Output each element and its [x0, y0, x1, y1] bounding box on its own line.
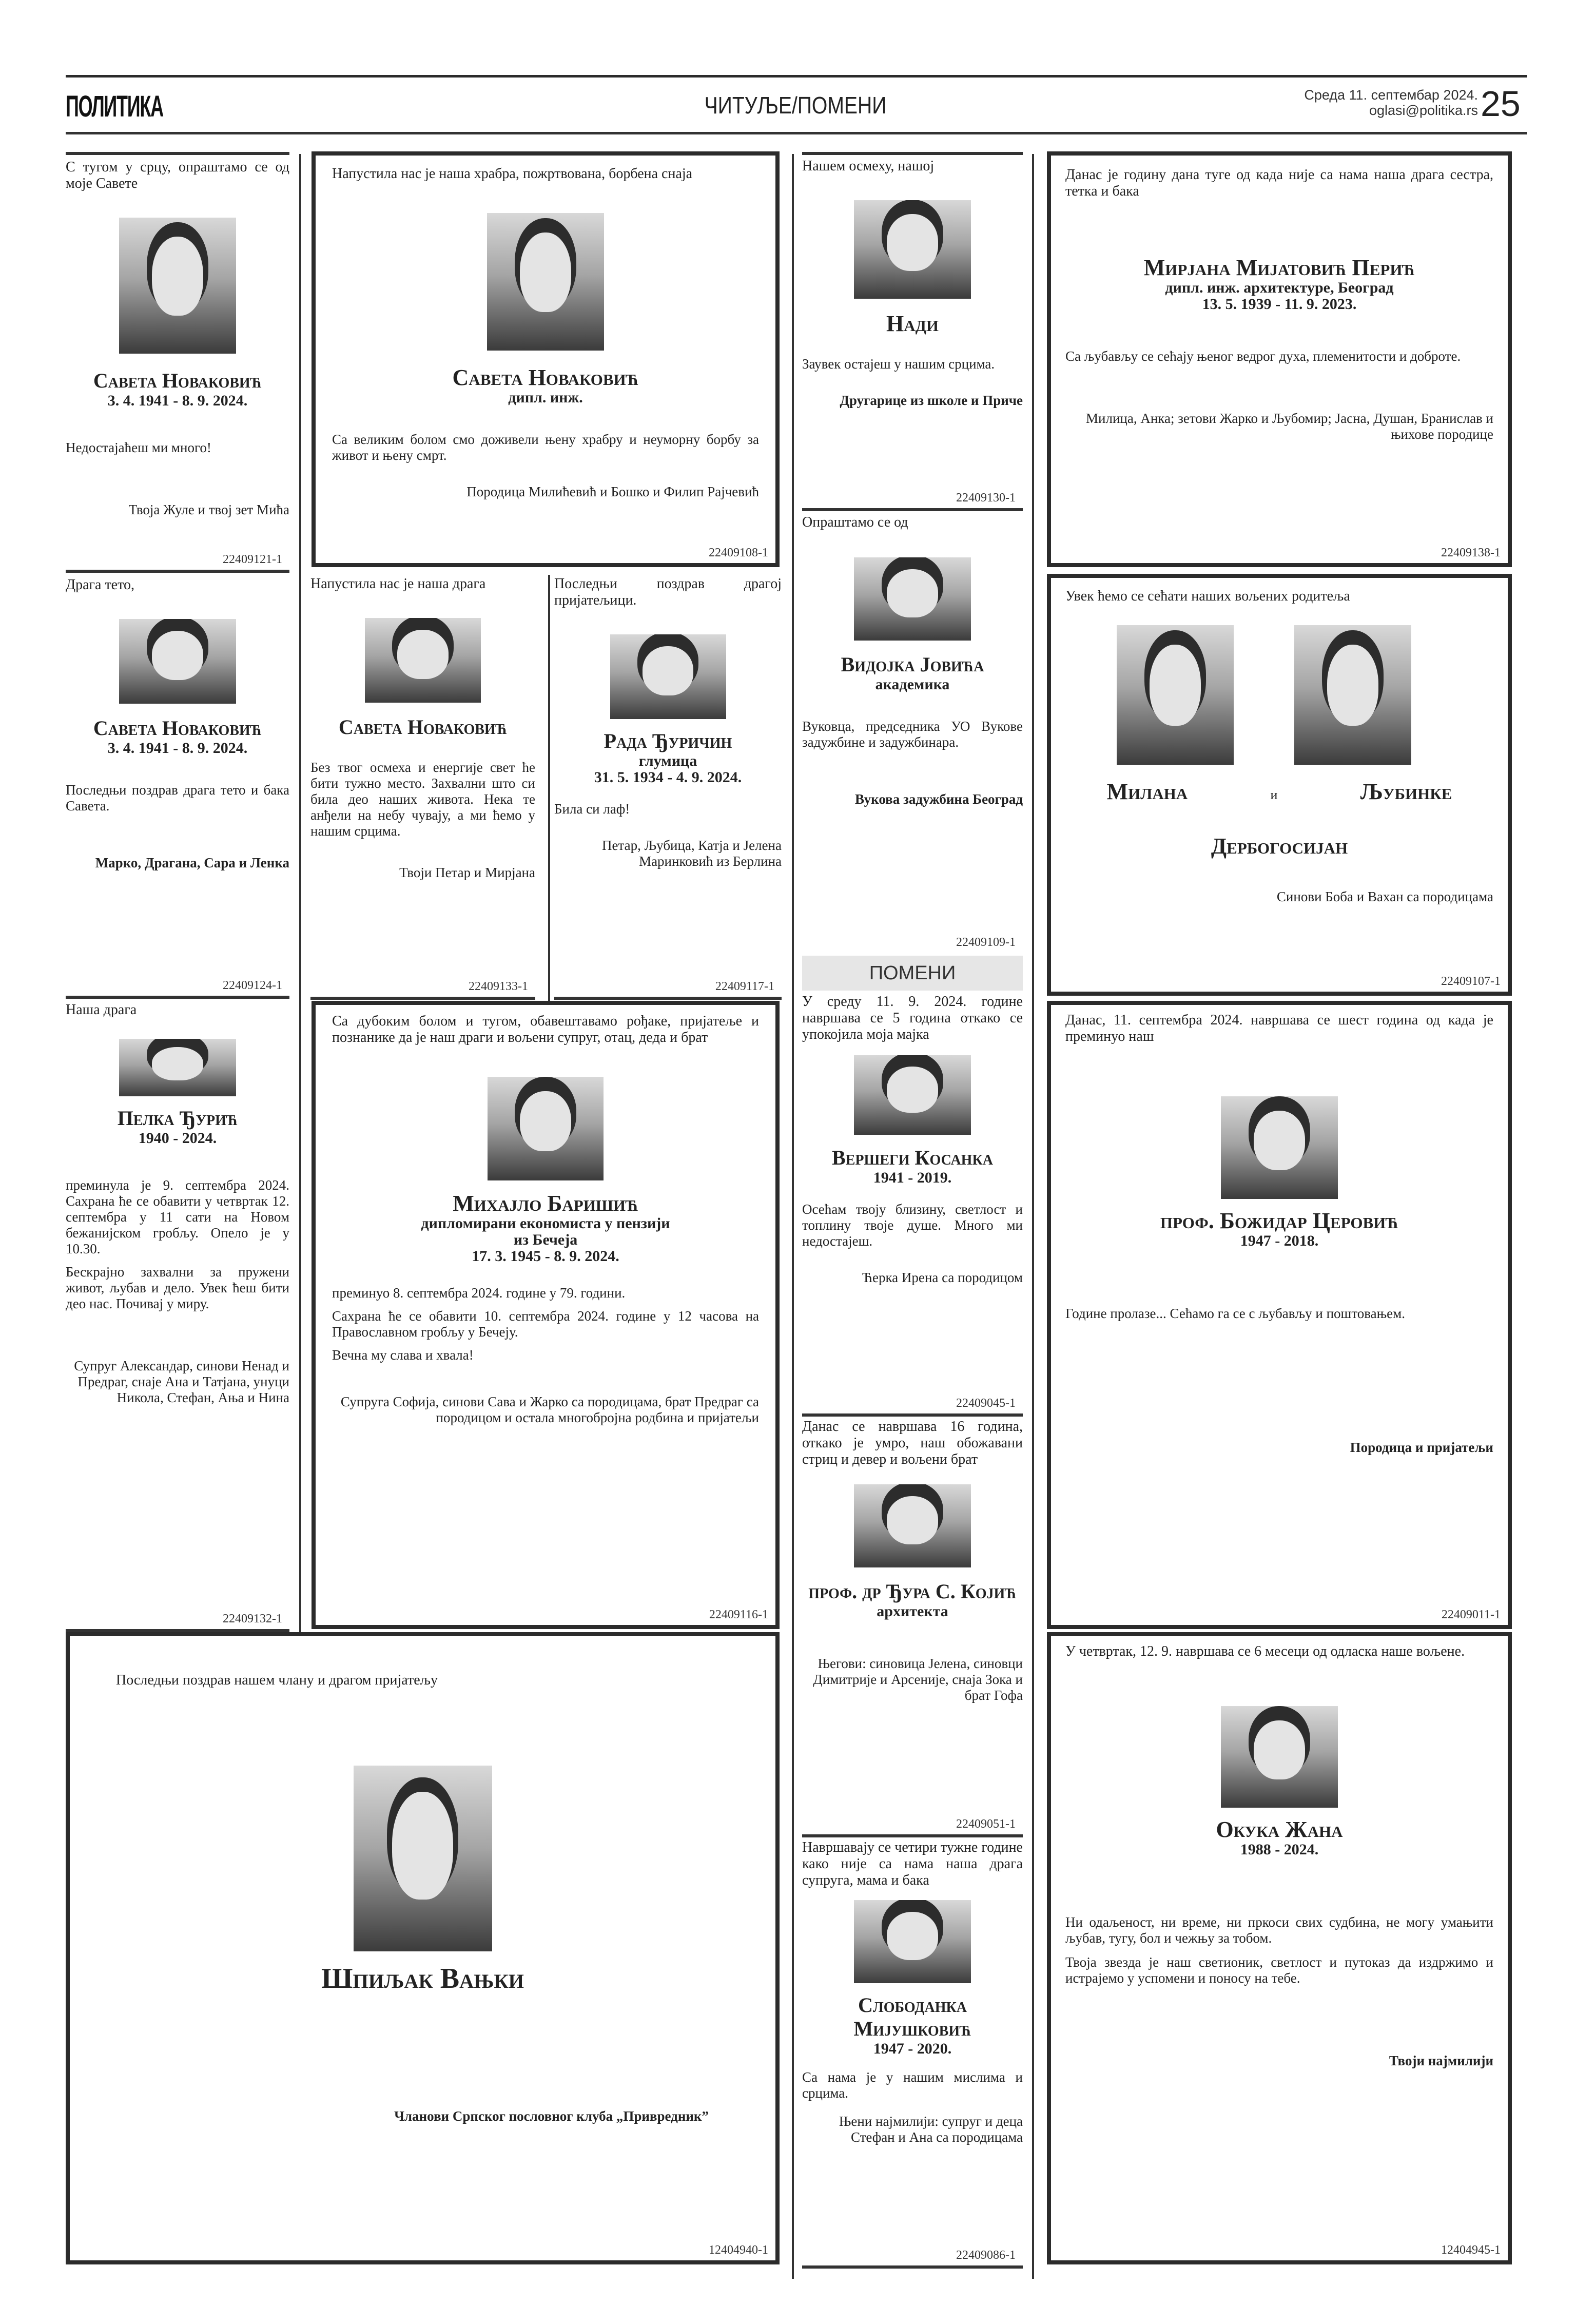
ad-body: преминуо 8. септембра 2024. године у 79. години. [332, 1285, 626, 1301]
header-top-rule [66, 75, 1527, 78]
family-name: Дербогосијан [1211, 834, 1348, 859]
ad-signature: Милица, Анка; зетови Жарко и Љубомир; Јасна, Душан, Бранислав и њихове породице [1086, 411, 1493, 442]
ad-intro: Данас је годину дана туге од када није са нама наша драга сестра, тетка и бака [1065, 167, 1493, 199]
ad-code: 22409086-1 [956, 2249, 1016, 2262]
ad-intro: Опраштамо се од [802, 514, 908, 530]
ad-intro: Данас се навршава 16 година, откако је умро, наш обожавани стриц и девер и вољени брат [802, 1419, 1023, 1467]
portrait-photo [488, 1077, 604, 1180]
ad-body: Године пролазе... Сећамо га се с љубављу и поштовањем. [1065, 1306, 1405, 1321]
obituary-ad [310, 573, 535, 1000]
section-title: ЧИТУЉЕ/ПОМЕНИ [704, 92, 887, 119]
deceased-name: Окука Жана [1216, 1817, 1343, 1842]
ad-body: Била си лаф! [554, 801, 630, 817]
deceased-name: Милана [1106, 779, 1188, 804]
ad-signature: Марко, Драгана, Сара и Ленка [95, 855, 289, 870]
portrait-photo [354, 1766, 492, 1951]
portrait-photo [854, 1484, 971, 1567]
deceased-name: Пелка Ђурић [117, 1107, 238, 1130]
life-dates: 1947 - 2020. [873, 2040, 952, 2057]
ad-signature: Чланови Српског пословног клуба „Привредник” [394, 2108, 709, 2124]
ad-body: Сахрана ће се обавити 10. септембра 2024. године у 12 часова на Православном гробљу у Бечеју. [332, 1308, 759, 1340]
ad-signature: Породица Милићевић и Бошко и Филип Рајчевић [466, 484, 759, 499]
ad-code: 22409116-1 [709, 1608, 768, 1621]
ad-intro: Последњи поздрав нашем члану и драгом пријатељу [116, 1672, 438, 1688]
obituary-ad [802, 152, 1023, 511]
obituary-ad [1047, 574, 1512, 996]
ad-code: 22409107-1 [1441, 975, 1501, 988]
ad-body: Недостајаћеш ми много! [66, 440, 211, 455]
deceased-name: Слободанка Мијушковић [853, 1993, 971, 2040]
ad-intro: Напустила нас је наша драга [310, 576, 486, 592]
title: дипл. инж. [508, 389, 583, 406]
life-dates: 1940 - 2024. [138, 1130, 217, 1147]
ad-body: Без твог осмеха и енергије свет ће бити тужно место. Захвални што си била део наших живота. Нека те анђели на небу чувају, а ми ћемо у нашим срцима. [310, 760, 535, 839]
ad-body: Ни одаљеност, ни време, ни пркоси свих судбина, не могу умањити љубав, тугу, бол и чежњу за тобом. [1065, 1914, 1493, 1946]
portrait-photo [119, 1039, 236, 1096]
life-dates: 1988 - 2024. [1240, 1841, 1319, 1858]
ad-signature: Супруг Александар, синови Ненад и Предраг, снаје Ана и Татјана, унуци Никола, Стефан, Ања и Нина [74, 1358, 289, 1405]
ad-body: Последњи поздрав драга тето и бака Савета. [66, 782, 289, 814]
portrait-photo [487, 213, 604, 351]
ad-body: Бескрајно захвални за пружени живот, љубав и дело. Увек ћеш бити део нас. Почивај у миру. [66, 1264, 289, 1311]
title: академика [875, 676, 950, 693]
ad-intro: У среду 11. 9. 2024. године навршава се 5 година откако се упокојила моја мајка [802, 994, 1023, 1042]
ad-intro: Са дубоким болом и тугом, обавештавамо рођаке, пријатеље и познанике да је наш драги и вољени супруг, отац, деда и брат [332, 1013, 759, 1045]
ad-code: 22409117-1 [715, 980, 774, 993]
ad-intro: Драга тето, [66, 577, 134, 593]
deceased-name: Савета Новаковић [93, 716, 262, 740]
title: архитекта [877, 1603, 948, 1620]
ad-body: Твоја звезда је наш светионик, светлост и путоказ да издржимо и истрајемо у успомени и поносу на тебе. [1065, 1954, 1493, 1986]
deceased-name: Савета Новаковић [338, 715, 508, 739]
ad-code: 22409124-1 [223, 979, 282, 992]
life-dates: 3. 4. 1941 - 8. 9. 2024. [107, 392, 248, 409]
obituary-ad [66, 573, 289, 999]
issue-info [1252, 87, 1478, 118]
column-divider [792, 154, 794, 2279]
ad-signature: Твоја Жуле и твој зет Мића [128, 502, 289, 517]
ad-signature: Ћерка Ирена са породицом [862, 1270, 1023, 1285]
column-divider [299, 154, 301, 1632]
title: дипл. инж. архитектуре, Београд [1165, 279, 1394, 296]
ad-code: 22409138-1 [1441, 546, 1501, 559]
life-dates: 3. 4. 1941 - 8. 9. 2024. [107, 740, 248, 757]
deceased-name: проф. др Ђура С. Којић [808, 1580, 1017, 1603]
portrait-photo [854, 1055, 971, 1135]
obituary-ad [554, 573, 782, 1000]
ad-signature: Његови: синовица Јелена, синовци Димитрије и Арсеније, снаја Зока и брат Гофа [813, 1656, 1023, 1703]
portrait-photo [119, 218, 236, 354]
obituary-ad [1047, 151, 1512, 567]
life-dates: 13. 5. 1939 - 11. 9. 2023. [1202, 296, 1357, 313]
deceased-name: Вершеги Косанка [832, 1146, 993, 1169]
ad-code: 12404940-1 [709, 2243, 768, 2257]
deceased-name: Љубинке [1360, 779, 1452, 804]
ad-signature: Другарице из школе и Приче [840, 393, 1023, 408]
ad-body: Са великим болом смо доживели њену храбру и неуморну борбу за живот и њену смрт. [332, 432, 759, 463]
hometown: из Бечеја [513, 1231, 578, 1248]
memorial-ad [802, 1417, 1023, 1837]
contact-email[interactable]: oglasi@politika.rs [1369, 103, 1478, 118]
column-divider [1032, 154, 1034, 2279]
ad-code: 12404945-1 [1441, 2243, 1501, 2257]
ad-code: 22409133-1 [469, 980, 528, 993]
ad-intro: С тугом у срцу, опраштамо се од моје Савете [66, 159, 289, 191]
obituary-ad [66, 152, 289, 573]
ad-body: преминула је 9. септембра 2024. Сахрана ће се обавити у четвртак 12. септембра у 11 сати на Новом бежанијском гробљу. Опело је у 10.30. [66, 1177, 289, 1256]
ad-code: 22409045-1 [956, 1397, 1016, 1410]
obituary-ad [312, 151, 780, 567]
page-number: 25 [1481, 84, 1521, 124]
ad-signature: Твоји Петар и Мирјана [399, 865, 535, 880]
portrait-photo [365, 618, 481, 703]
ad-intro: Наша драга [66, 1002, 137, 1018]
ad-signature: Супруга Софија, синови Сава и Жарко са породицама, брат Предраг са породицом и остала многобројна родбина и пријатељи [340, 1394, 759, 1425]
ad-intro: Нашем осмеху, нашој [802, 158, 935, 174]
conjunction: и [1270, 787, 1278, 802]
names-row [1065, 780, 1493, 804]
life-dates: 1941 - 2019. [873, 1169, 952, 1186]
ad-body: Осећам твоју близину, светлост и топлину твоје душе. Много ми недостајеш. [802, 1202, 1023, 1249]
section-label-pomeni: ПОМЕНИ [802, 956, 1023, 991]
ad-signature: Твоји најмилији [1389, 2053, 1493, 2068]
ad-intro: Напустила нас је наша храбра, пожртвована, борбена снаја [332, 166, 693, 182]
ad-intro: У четвртак, 12. 9. навршава се 6 месеци од одласка наше вољене. [1065, 1643, 1465, 1659]
life-dates: 17. 3. 1945 - 8. 9. 2024. [472, 1248, 619, 1265]
ad-signature: Породица и пријатељи [1350, 1440, 1493, 1455]
ad-signature: Њени најмилији: супруг и деца Стефан и Ана са породицама [839, 2114, 1023, 2145]
deceased-name: проф. Божидар Церовић [1160, 1208, 1399, 1233]
portrait-photo [854, 557, 971, 641]
memorial-ad [1047, 1632, 1512, 2264]
obituary-ad [312, 1001, 780, 1629]
ad-intro: Данас, 11. септембра 2024. навршава се шест година од када је преминуо наш [1065, 1012, 1493, 1044]
portraits-row [1065, 625, 1493, 765]
ad-body: Заувек остајеш у нашим срцима. [802, 356, 995, 372]
ad-body: Са љубављу се сећају њеног ведрог духа, племенитости и доброте. [1065, 348, 1461, 364]
obituary-ad [66, 1632, 780, 2264]
portrait-photo [1221, 1096, 1338, 1199]
issue-date: Среда 11. септембар 2024. [1304, 87, 1478, 103]
ad-code: 22409109-1 [956, 936, 1016, 949]
ad-intro: Последњи поздрав драгој пријатељици. [554, 576, 782, 608]
newspaper-logo[interactable]: ПОЛИТИКА [66, 90, 163, 123]
ad-body: Вуковца, председника УО Вукове задужбине и задужбинара. [802, 719, 1023, 750]
ad-code: 22409011-1 [1441, 1608, 1501, 1621]
ad-intro: Навршавају се четири тужне године како није са нама наша драга супруга, мама и бака [802, 1839, 1023, 1888]
memorial-ad [802, 1837, 1023, 2269]
ad-body: Са нама је у нашим мислима и срцима. [802, 2069, 1023, 2101]
portrait-photo [854, 1900, 971, 1983]
deceased-name: Видојка Јовића [841, 653, 984, 676]
ad-signature: Синови Боба и Вахан са породицама [1276, 889, 1493, 904]
obituary-ad [802, 511, 1023, 953]
deceased-name: Шпиљак Вањки [321, 1963, 524, 1994]
ad-code: 22409132-1 [223, 1612, 282, 1625]
portrait-photo [1294, 625, 1411, 765]
deceased-name: Нади [886, 311, 939, 336]
portrait-photo [610, 634, 726, 719]
ad-code: 22409051-1 [956, 1817, 1016, 1831]
life-dates: 31. 5. 1934 - 4. 9. 2024. [594, 769, 742, 786]
title: глумица [638, 752, 697, 769]
column-divider [548, 575, 550, 1001]
deceased-name: Савета Новаковић [93, 369, 262, 392]
ad-code: 22409130-1 [956, 491, 1016, 505]
portrait-photo [854, 200, 971, 299]
deceased-name: Мирјана Мијатовић Перић [1143, 255, 1415, 280]
header-bottom-rule [66, 132, 1527, 134]
portrait-photo [1117, 625, 1234, 765]
ad-signature: Вукова задужбина Београд [854, 791, 1023, 807]
ad-code: 22409121-1 [223, 553, 282, 566]
deceased-name: Рада Ђуричин [604, 729, 732, 752]
deceased-name: Савета Новаковић [452, 365, 639, 390]
obituary-ad [66, 999, 289, 1632]
memorial-ad [802, 991, 1023, 1417]
memorial-ad [1047, 1001, 1512, 1629]
title: дипломирани економиста у пензији [421, 1215, 670, 1232]
ad-intro: Увек ћемо се сећати наших вољених родитеља [1065, 588, 1350, 604]
portrait-photo [119, 619, 236, 704]
portrait-photo [1221, 1706, 1338, 1808]
ad-signature: Петар, Љубица, Катја и Јелена Маринковић из Берлина [602, 838, 782, 869]
life-dates: 1947 - 2018. [1240, 1232, 1319, 1249]
ad-body: Вечна му слава и хвала! [332, 1347, 474, 1363]
ad-code: 22409108-1 [709, 546, 768, 559]
deceased-name: Михајло Баришић [453, 1191, 638, 1216]
